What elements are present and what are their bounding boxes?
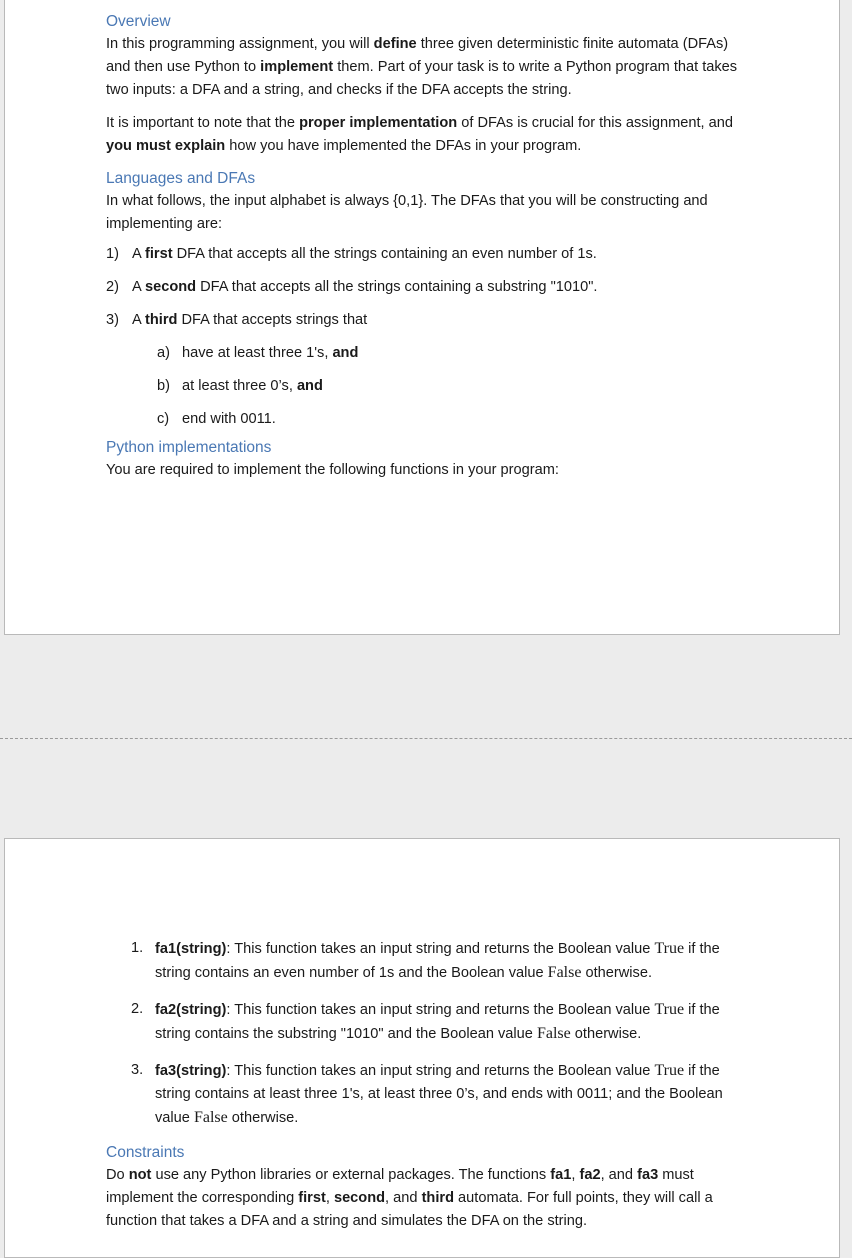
constraints-paragraph: Do not use any Python libraries or external packages. The functions fa1, fa2, and fa3 must implement the corresponding first, second, and third automata. For full points, they will call a function that takes a DFA and a string and simulates the DFA on the string. bbox=[106, 1167, 713, 1229]
dfa-list bbox=[106, 243, 756, 431]
dfa-list-item: 3) A third DFA that accepts strings that a) have at least three 1's, and b) at least three 0’s, and c) end with 0011. bbox=[106, 309, 756, 431]
condition-item: b) at least three 0’s, and bbox=[157, 378, 323, 394]
dfa-list-item: 2) A second DFA that accepts all the strings containing a substring "1010". bbox=[106, 279, 598, 295]
functions-list bbox=[131, 937, 741, 1130]
overview-paragraph-2: It is important to note that the proper implementation of DFAs is crucial for this assignment, and you must explain how you have implemented the DFAs in your program. bbox=[106, 115, 733, 154]
page-break-divider bbox=[0, 738, 852, 739]
third-dfa-conditions bbox=[132, 342, 756, 431]
function-item-fa2: 2. fa2(string): This function takes an input string and returns the Boolean value True if the string contains the substring "1010" and the Boolean value False otherwise. bbox=[131, 1001, 720, 1042]
functions-list-wrap bbox=[131, 937, 741, 1130]
condition-item: a) have at least three 1's, and bbox=[157, 345, 359, 361]
dfa-list-item: 1) A first DFA that accepts all the strings containing an even number of 1s. bbox=[106, 246, 597, 262]
document-page-2 bbox=[4, 838, 840, 1258]
condition-item: c) end with 0011. bbox=[157, 411, 276, 427]
languages-heading: Languages and DFAs bbox=[106, 170, 256, 187]
python-heading: Python implementations bbox=[106, 439, 272, 456]
function-item-fa1: 1. fa1(string): This function takes an input string and returns the Boolean value True if the string contains an even number of 1s and the Boolean value False otherwise. bbox=[131, 940, 720, 981]
python-intro: You are required to implement the following functions in your program: bbox=[106, 462, 559, 478]
function-item-fa3: 3. fa3(string): This function takes an input string and returns the Boolean value True if the string contains at least three 1's, at least three 0’s, and ends with 0011; and the Boolean value False otherwise. bbox=[131, 1062, 723, 1126]
document-page-1 bbox=[4, 0, 840, 635]
languages-intro: In what follows, the input alphabet is always {0,1}. The DFAs that you will be constructing and implementing are: bbox=[106, 193, 708, 232]
page-1-content bbox=[106, 11, 756, 482]
overview-paragraph-1: In this programming assignment, you will define three given deterministic finite automata (DFAs) and then use Python to implement them. Part of your task is to write a Python program that takes two inputs: a DFA and a string, and checks if the DFA accepts the string. bbox=[106, 36, 738, 98]
overview-heading: Overview bbox=[106, 13, 171, 30]
constraints-heading: Constraints bbox=[106, 1144, 185, 1161]
constraints-section bbox=[106, 1142, 756, 1233]
